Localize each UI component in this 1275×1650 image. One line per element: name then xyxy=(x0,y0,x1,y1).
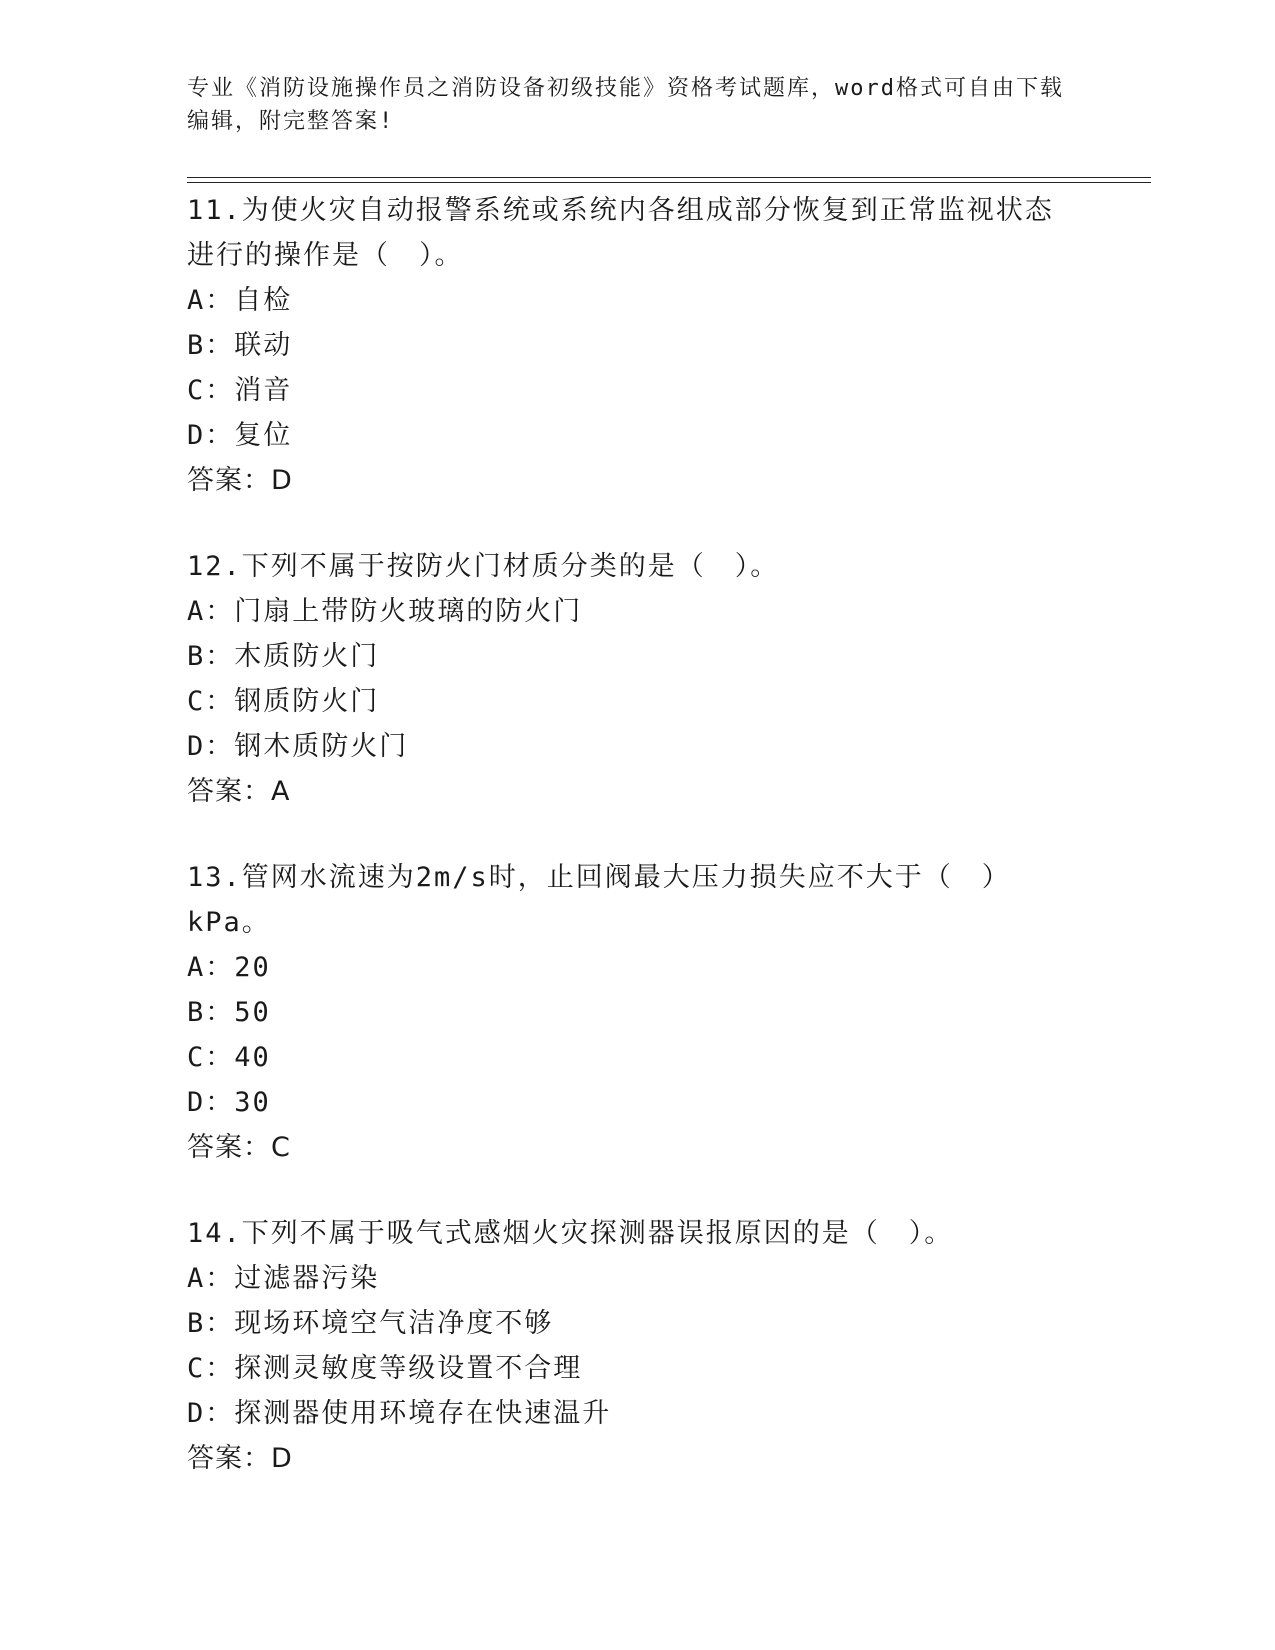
option-b: B：50 xyxy=(187,997,271,1028)
option-d: D：探测器使用环境存在快速温升 xyxy=(187,1398,612,1429)
question-text: 14.下列不属于吸气式感烟火灾探测器误报原因的是（ ）。 xyxy=(187,1218,954,1249)
option-c: C：探测灵敏度等级设置不合理 xyxy=(187,1353,583,1384)
option-b: B：联动 xyxy=(187,330,293,361)
question-text: 13.管网水流速为2m/s时，止回阀最大压力损失应不大于（ ）kPa。 xyxy=(187,862,1011,938)
header-divider-bottom xyxy=(187,182,1151,183)
question-11 xyxy=(187,188,1077,503)
option-a: A：过滤器污染 xyxy=(187,1263,380,1294)
answer: 答案：D xyxy=(187,465,293,496)
option-c: C：消音 xyxy=(187,375,293,406)
answer: 答案：A xyxy=(187,776,291,807)
document-intro: 专业《消防设施操作员之消防设备初级技能》资格考试题库，word格式可自由下载编辑，附完整答案! xyxy=(187,76,1064,134)
option-d: D：30 xyxy=(187,1087,271,1118)
option-a: A：20 xyxy=(187,952,271,983)
option-a: A：自检 xyxy=(187,285,293,316)
answer: 答案：C xyxy=(187,1132,291,1163)
option-c: C：40 xyxy=(187,1042,271,1073)
option-b: B：现场环境空气洁净度不够 xyxy=(187,1308,554,1339)
question-list xyxy=(187,188,1077,1522)
answer: 答案：D xyxy=(187,1443,293,1474)
question-text: 11.为使火灾自动报警系统或系统内各组成部分恢复到正常监视状态进行的操作是（ ）。 xyxy=(187,195,1054,271)
option-b: B：木质防火门 xyxy=(187,641,380,672)
header-divider-top xyxy=(187,177,1151,178)
option-c: C：钢质防火门 xyxy=(187,686,380,717)
question-text: 12.下列不属于按防火门材质分类的是（ ）。 xyxy=(187,551,780,582)
option-d: D：钢木质防火门 xyxy=(187,731,409,762)
option-a: A：门扇上带防火玻璃的防火门 xyxy=(187,596,583,627)
question-14 xyxy=(187,1211,1077,1481)
question-13 xyxy=(187,855,1077,1170)
option-d: D：复位 xyxy=(187,420,293,451)
question-12 xyxy=(187,544,1077,814)
